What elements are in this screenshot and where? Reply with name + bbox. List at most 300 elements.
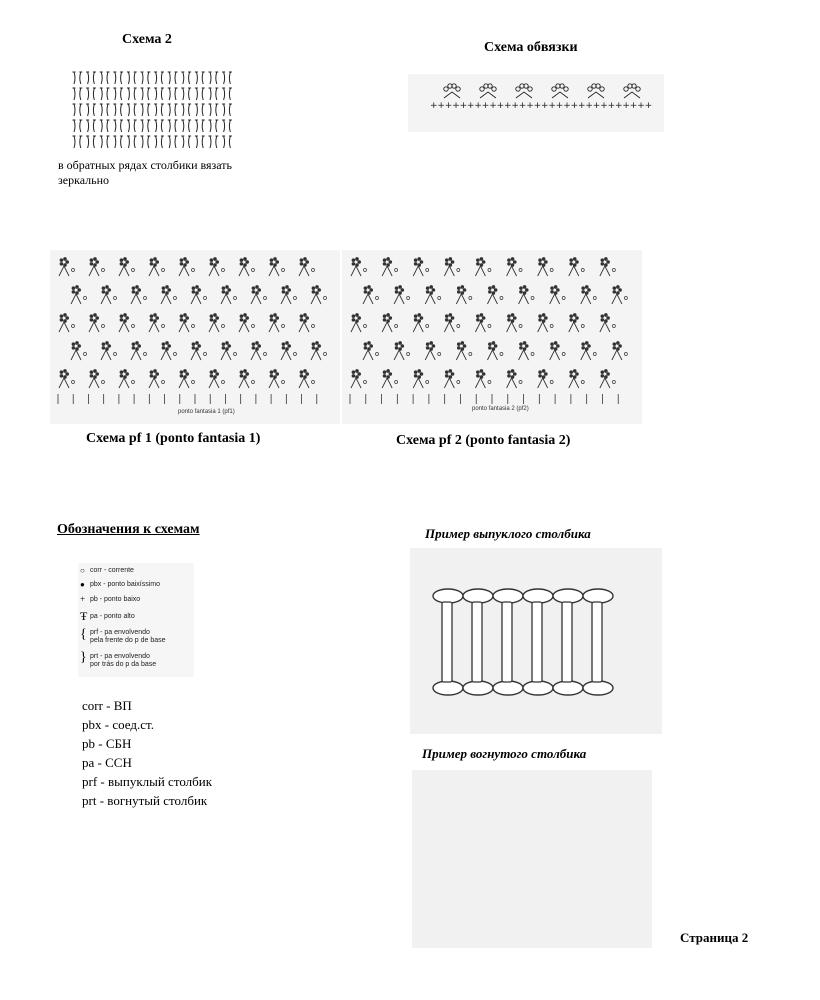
chain-loop-mark: [426, 269, 429, 272]
flower-stem-mark: [299, 378, 309, 388]
flower-petal-mark: [511, 257, 515, 261]
flower-petal-mark: [352, 258, 356, 262]
post-stitch-mark: [224, 136, 225, 148]
flower-stem-mark: [363, 294, 373, 304]
flower-petal-mark: [480, 369, 484, 373]
post-stitch-mark: [88, 72, 89, 84]
flower-petal-mark: [417, 313, 421, 317]
flower-petal-mark: [513, 372, 517, 376]
chain-loop-mark: [444, 87, 448, 91]
flower-petal-mark: [542, 369, 546, 373]
chain-loop-mark: [204, 353, 207, 356]
single-crochet-mark: +: [629, 101, 638, 111]
flower-petal-mark: [480, 257, 484, 261]
flower-petal-mark: [180, 374, 184, 378]
flower-petal-mark: [569, 370, 573, 374]
flower-petal-mark: [257, 288, 261, 292]
post-stitch-mark: [107, 120, 108, 132]
flower-petal-mark: [215, 260, 219, 264]
flower-petal-mark: [90, 258, 94, 262]
flower-petal-mark: [401, 288, 405, 292]
flower-stem-mark: [351, 378, 361, 388]
flower-petal-mark: [414, 262, 418, 266]
chain-loop-mark: [528, 87, 532, 91]
post-stitch-mark: [210, 72, 211, 84]
scheme2-note: [58, 158, 232, 188]
front-post-symbol-icon: {: [80, 627, 87, 642]
flower-petal-mark: [451, 316, 455, 320]
flower-petal-mark: [270, 318, 274, 322]
flower-petal-mark: [300, 370, 304, 374]
flower-petal-mark: [383, 314, 387, 318]
single-crochet-mark: +: [489, 101, 497, 111]
chain-loop-mark: [553, 589, 583, 603]
flower-petal-mark: [240, 318, 244, 322]
flower-petal-mark: [120, 314, 124, 318]
chain-loop-mark: [192, 269, 195, 272]
flower-petal-mark: [162, 342, 166, 346]
post-stitch-mark: [115, 136, 116, 148]
flower-petal-mark: [213, 257, 217, 261]
flower-stem-mark: [59, 322, 69, 332]
flower-petal-mark: [210, 258, 214, 262]
flower-petal-mark: [513, 260, 517, 264]
flower-petal-mark: [569, 374, 573, 378]
chain-loop-mark: [192, 381, 195, 384]
flower-petal-mark: [197, 288, 201, 292]
flower-petal-mark: [255, 285, 259, 289]
post-stitch-mark: [121, 72, 122, 84]
flower-stem-mark: [89, 378, 99, 388]
post-stitch-mark: [148, 104, 149, 116]
flower-petal-mark: [432, 344, 436, 348]
post-stitch-mark: [93, 104, 94, 116]
post-stitch-mark: [74, 136, 75, 148]
flower-petal-mark: [449, 369, 453, 373]
post-stitch-mark: [161, 120, 162, 132]
flower-petal-mark: [240, 370, 244, 374]
flower-petal-mark: [65, 372, 69, 376]
flower-petal-mark: [240, 314, 244, 318]
chain-loop-mark: [312, 269, 315, 272]
post-stitch-mark: [183, 88, 184, 100]
legend-image-row: pela frente do p de base: [90, 637, 166, 644]
post-stitch-mark: [148, 88, 149, 100]
chain-loop-mark: [588, 87, 592, 91]
flower-petal-mark: [90, 374, 94, 378]
chain-loop-mark: [192, 325, 195, 328]
single-crochet-mark: +: [570, 101, 579, 111]
edging-title: Схема обвязки: [484, 40, 578, 55]
flower-petal-mark: [90, 262, 94, 266]
flower-petal-mark: [90, 314, 94, 318]
flower-petal-mark: [132, 286, 136, 290]
flower-stem-mark: [149, 378, 159, 388]
post-stitch-mark: [134, 120, 135, 132]
flower-petal-mark: [210, 262, 214, 266]
chain-loop-mark: [488, 325, 491, 328]
flower-stem-mark: [413, 378, 423, 388]
post-stitch-mark: [196, 104, 197, 116]
chain-loop-mark: [252, 269, 255, 272]
flower-stem-mark: [311, 294, 321, 304]
flower-petal-mark: [165, 341, 169, 345]
chain-loop-mark: [624, 353, 627, 356]
post-stitch-mark: [229, 88, 230, 100]
flower-petal-mark: [107, 344, 111, 348]
chain-loop-mark: [493, 681, 523, 695]
flower-stem-mark: [131, 350, 141, 360]
flower-stem-mark: [179, 378, 189, 388]
flower-petal-mark: [285, 341, 289, 345]
post-stitch-mark: [502, 602, 512, 682]
flower-petal-mark: [180, 262, 184, 266]
chain-loop-mark: [395, 325, 398, 328]
chain-loop-mark: [480, 87, 484, 91]
flower-petal-mark: [270, 314, 274, 318]
post-stitch-mark: [175, 136, 176, 148]
flower-petal-mark: [75, 285, 79, 289]
flower-petal-mark: [445, 314, 449, 318]
flower-petal-mark: [519, 342, 523, 346]
chain-loop-mark: [234, 297, 237, 300]
cluster-stem-mark: [444, 92, 460, 98]
flower-petal-mark: [575, 372, 579, 376]
flower-stem-mark: [394, 294, 404, 304]
flower-petal-mark: [357, 316, 361, 320]
post-stitch-mark: [229, 120, 230, 132]
flower-petal-mark: [90, 370, 94, 374]
flower-stem-mark: [119, 322, 129, 332]
flower-stem-mark: [101, 294, 111, 304]
pf1-diagram: [50, 250, 340, 424]
chain-loop-mark: [252, 325, 255, 328]
flower-petal-mark: [165, 285, 169, 289]
post-stitch-mark: [115, 104, 116, 116]
flower-petal-mark: [417, 257, 421, 261]
flower-stem-mark: [612, 294, 622, 304]
post-stitch-mark: [442, 602, 452, 682]
flower-petal-mark: [581, 286, 585, 290]
flower-stem-mark: [507, 322, 517, 332]
flower-stem-mark: [519, 294, 529, 304]
flower-stem-mark: [550, 350, 560, 360]
flower-stem-mark: [444, 266, 454, 276]
flower-stem-mark: [538, 378, 548, 388]
flower-petal-mark: [135, 341, 139, 345]
chain-loop-mark: [204, 297, 207, 300]
flower-stem-mark: [179, 322, 189, 332]
chain-loop-mark: [581, 269, 584, 272]
post-stitch-mark: [169, 104, 170, 116]
chain-loop-mark: [364, 325, 367, 328]
flower-stem-mark: [382, 378, 392, 388]
flower-petal-mark: [569, 262, 573, 266]
chain-loop-mark: [488, 381, 491, 384]
post-stitch-mark: [107, 104, 108, 116]
chain-loop-mark: [294, 297, 297, 300]
post-stitch-mark: [216, 88, 217, 100]
chain-loop-mark: [132, 381, 135, 384]
flower-petal-mark: [77, 344, 81, 348]
edging-diagram: [408, 74, 664, 132]
flower-petal-mark: [245, 260, 249, 264]
chain-loop-mark: [222, 381, 225, 384]
flower-petal-mark: [300, 258, 304, 262]
chain-loop-mark: [531, 353, 534, 356]
single-crochet-mark: +: [518, 101, 527, 111]
flower-petal-mark: [364, 290, 368, 294]
flower-petal-mark: [312, 346, 316, 350]
post-stitch-mark: [128, 72, 129, 84]
flower-petal-mark: [355, 257, 359, 261]
chain-loop-mark: [612, 269, 615, 272]
flower-petal-mark: [538, 370, 542, 374]
legend-title: Обозначения к схемам: [57, 522, 200, 537]
single-crochet-mark: +: [585, 101, 593, 111]
flower-stem-mark: [581, 350, 591, 360]
flower-petal-mark: [240, 258, 244, 262]
flower-petal-mark: [275, 372, 279, 376]
flower-stem-mark: [269, 322, 279, 332]
flower-petal-mark: [556, 288, 560, 292]
flower-petal-mark: [180, 314, 184, 318]
flower-petal-mark: [519, 286, 523, 290]
flower-petal-mark: [395, 286, 399, 290]
flower-petal-mark: [72, 286, 76, 290]
flower-petal-mark: [463, 288, 467, 292]
flower-petal-mark: [507, 314, 511, 318]
flower-petal-mark: [606, 260, 610, 264]
flower-petal-mark: [107, 288, 111, 292]
post-stitch-mark: [156, 136, 157, 148]
flower-stem-mark: [507, 266, 517, 276]
chain-loop-mark: [324, 353, 327, 356]
post-stitch-mark: [101, 120, 102, 132]
flower-petal-mark: [525, 344, 529, 348]
flower-petal-mark: [420, 372, 424, 376]
flower-petal-mark: [604, 313, 608, 317]
flower-stem-mark: [191, 294, 201, 304]
post-stitch-mark: [169, 136, 170, 148]
flower-petal-mark: [125, 372, 129, 376]
post-stitch-mark: [121, 120, 122, 132]
flower-petal-mark: [451, 260, 455, 264]
post-stitch-mark: [229, 72, 230, 84]
flower-petal-mark: [150, 314, 154, 318]
flower-petal-mark: [210, 314, 214, 318]
flower-stem-mark: [161, 350, 171, 360]
flower-petal-mark: [282, 342, 286, 346]
flower-petal-mark: [511, 369, 515, 373]
flower-petal-mark: [538, 318, 542, 322]
chain-loop-mark: [463, 589, 493, 603]
flower-petal-mark: [601, 374, 605, 378]
flower-stem-mark: [363, 350, 373, 360]
post-stitch-mark: [134, 136, 135, 148]
flower-petal-mark: [132, 290, 136, 294]
legend-image-row: por trás do p da base: [90, 661, 157, 668]
post-stitch-mark: [224, 120, 225, 132]
flower-stem-mark: [475, 322, 485, 332]
flower-petal-mark: [550, 346, 554, 350]
flower-petal-mark: [383, 258, 387, 262]
flower-petal-mark: [457, 290, 461, 294]
flower-petal-mark: [273, 313, 277, 317]
flower-petal-mark: [197, 344, 201, 348]
flower-stem-mark: [119, 266, 129, 276]
flower-petal-mark: [367, 341, 371, 345]
flower-petal-mark: [315, 285, 319, 289]
chain-loop-mark: [376, 353, 379, 356]
chain-loop-mark: [523, 681, 553, 695]
cluster-stem-mark: [516, 92, 532, 98]
flower-stem-mark: [209, 378, 219, 388]
flower-stem-mark: [612, 350, 622, 360]
post-stitch-mark: [169, 72, 170, 84]
cluster-stem-mark: [588, 92, 604, 98]
flower-stem-mark: [71, 294, 81, 304]
flower-stem-mark: [444, 322, 454, 332]
post-stitch-mark: [592, 602, 602, 682]
chain-loop-mark: [426, 381, 429, 384]
flower-petal-mark: [60, 374, 64, 378]
flower-petal-mark: [538, 314, 542, 318]
flower-petal-mark: [225, 341, 229, 345]
post-stitch-mark: [80, 136, 81, 148]
post-stitch-mark: [142, 88, 143, 100]
chain-loop-mark: [562, 353, 565, 356]
flower-petal-mark: [60, 314, 64, 318]
chain-loop-mark: [562, 297, 565, 300]
flower-stem-mark: [239, 378, 249, 388]
flower-petal-mark: [245, 316, 249, 320]
post-stitch-mark: [115, 72, 116, 84]
flower-petal-mark: [401, 344, 405, 348]
flower-petal-mark: [192, 290, 196, 294]
flower-stem-mark: [191, 350, 201, 360]
single-crochet-mark: +: [622, 101, 630, 111]
flower-petal-mark: [317, 288, 321, 292]
legend-item: corr - ВП: [82, 698, 132, 713]
flower-stem-mark: [311, 350, 321, 360]
flower-petal-mark: [606, 316, 610, 320]
flower-petal-mark: [300, 314, 304, 318]
pf2-inner-caption: ponto fantasia 2 (pf2): [472, 406, 529, 412]
flower-petal-mark: [585, 341, 589, 345]
flower-petal-mark: [150, 258, 154, 262]
flower-petal-mark: [192, 346, 196, 350]
flower-petal-mark: [162, 286, 166, 290]
flower-petal-mark: [303, 369, 307, 373]
flower-petal-mark: [480, 313, 484, 317]
flower-petal-mark: [180, 258, 184, 262]
chain-loop-mark: [463, 681, 493, 695]
chain-loop-mark: [612, 381, 615, 384]
post-stitch-mark: [169, 88, 170, 100]
pf1-caption: Схема pf 1 (ponto fantasia 1): [86, 431, 261, 446]
flower-petal-mark: [105, 341, 109, 345]
chain-loop-mark: [553, 681, 583, 695]
flower-stem-mark: [269, 378, 279, 388]
legend-item: pb - СБН: [82, 736, 132, 751]
chain-loop-mark: [102, 381, 105, 384]
chain-loop-mark: [294, 353, 297, 356]
chain-loop-mark: [72, 325, 75, 328]
post-stitch-mark: [202, 120, 203, 132]
flower-petal-mark: [285, 285, 289, 289]
flower-petal-mark: [123, 313, 127, 317]
flower-petal-mark: [153, 313, 157, 317]
post-stitch-mark: [80, 88, 81, 100]
flower-petal-mark: [426, 342, 430, 346]
flower-petal-mark: [386, 257, 390, 261]
flower-petal-mark: [538, 262, 542, 266]
flower-petal-mark: [93, 313, 97, 317]
flower-petal-mark: [240, 262, 244, 266]
flower-petal-mark: [222, 342, 226, 346]
flower-petal-mark: [195, 285, 199, 289]
flower-petal-mark: [389, 372, 393, 376]
post-stitch-mark: [148, 120, 149, 132]
flower-petal-mark: [569, 314, 573, 318]
flower-petal-mark: [213, 369, 217, 373]
post-stitch-mark: [121, 136, 122, 148]
flower-petal-mark: [494, 344, 498, 348]
flower-petal-mark: [162, 290, 166, 294]
flower-petal-mark: [120, 318, 124, 322]
post-stitch-mark: [74, 120, 75, 132]
flower-petal-mark: [252, 346, 256, 350]
flower-petal-mark: [511, 313, 515, 317]
flower-stem-mark: [600, 322, 610, 332]
chain-loop-mark: [102, 269, 105, 272]
flower-petal-mark: [445, 258, 449, 262]
flower-stem-mark: [149, 266, 159, 276]
flower-petal-mark: [601, 258, 605, 262]
flower-petal-mark: [275, 260, 279, 264]
scheme2-diagram: [70, 68, 236, 152]
pf2-stitch-pattern: [342, 250, 642, 424]
back-post-illustration: [412, 770, 652, 948]
cluster-stem-mark: [480, 92, 496, 98]
flower-petal-mark: [417, 369, 421, 373]
legend-item: pa - ССН: [82, 755, 132, 770]
chain-loop-mark: [456, 87, 460, 91]
flower-petal-mark: [312, 286, 316, 290]
post-stitch-mark: [121, 88, 122, 100]
flower-stem-mark: [71, 350, 81, 360]
flower-petal-mark: [569, 258, 573, 262]
flower-petal-mark: [162, 346, 166, 350]
flower-petal-mark: [72, 342, 76, 346]
flower-petal-mark: [257, 344, 261, 348]
scheme2-note-line2: зеркально: [58, 173, 110, 187]
post-stitch-mark: [134, 72, 135, 84]
chain-loop-mark: [550, 381, 553, 384]
chain-loop-mark: [516, 87, 520, 91]
flower-petal-mark: [601, 370, 605, 374]
flower-petal-mark: [192, 286, 196, 290]
flower-petal-mark: [125, 260, 129, 264]
chain-loop-mark: [395, 381, 398, 384]
flower-petal-mark: [414, 318, 418, 322]
chain-loop-mark: [519, 269, 522, 272]
flower-petal-mark: [573, 313, 577, 317]
flower-petal-mark: [135, 285, 139, 289]
flower-petal-mark: [180, 318, 184, 322]
flower-petal-mark: [210, 374, 214, 378]
